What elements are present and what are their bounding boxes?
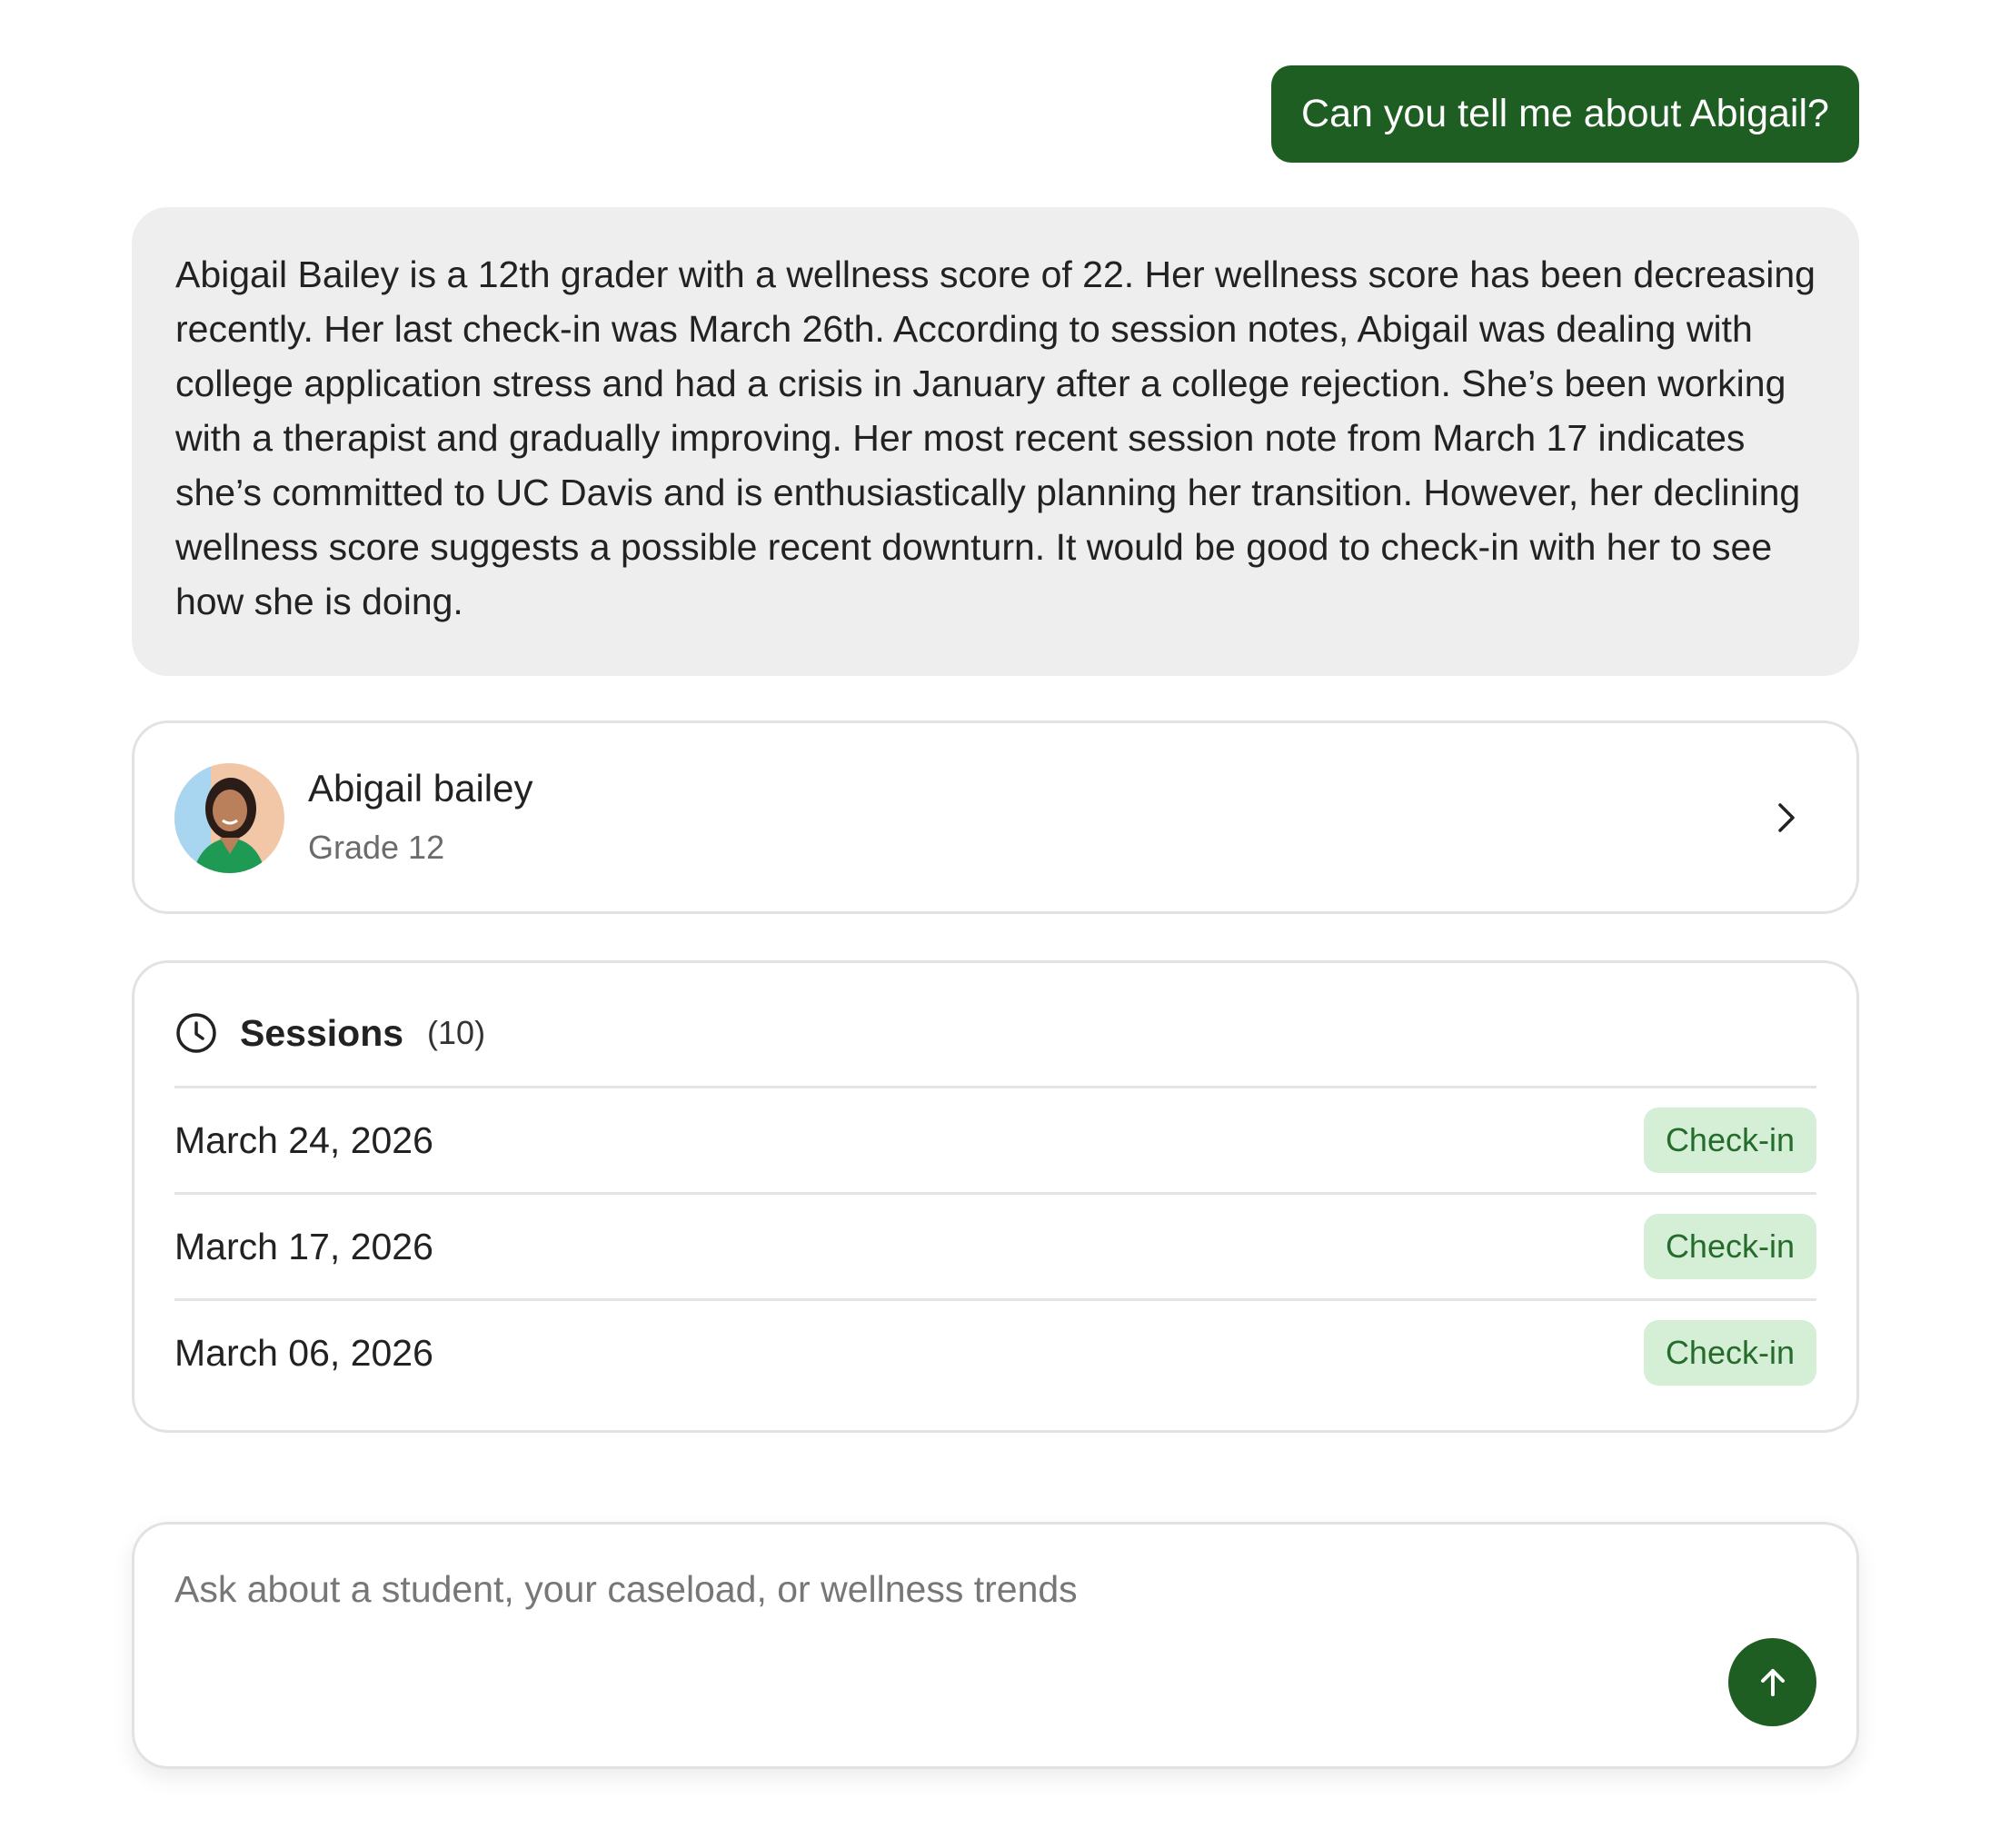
sessions-header [174,1010,485,1056]
arrow-up-icon [1753,1663,1793,1703]
assistant-message-bubble [132,207,1859,676]
chat-composer [132,1522,1859,1769]
chat-input[interactable] [174,1557,1628,1621]
sessions-count: (10) [427,1014,486,1051]
chevron-right-icon[interactable] [1767,800,1804,836]
session-type-badge: Check-in [1644,1108,1816,1173]
sessions-card [132,960,1859,1433]
session-type-badge: Check-in [1644,1214,1816,1279]
user-message-text: Can you tell me about Abigail? [1301,92,1829,135]
sessions-title: Sessions [240,1011,404,1054]
session-date: March 24, 2026 [174,1118,433,1161]
session-date: March 17, 2026 [174,1225,433,1267]
assistant-message-text: Abigail Bailey is a 12th grader with a wellness score of 22. Her wellness score has been decreasing recently. Her last check-in was March 26th. According to session notes, Abigail was dealing with college application stress and had a crisis in January after a college rejection. She’s been working with a therapist and gradually improving. Her most recent session note from March 17 indicates she’s committed to UC Davis and is enthusiastically planning her transition. However, her declining wellness score suggests a possible recent downturn. It would be good to check-in with her to see how she is doing. [175,253,1816,622]
session-row[interactable] [174,1192,1816,1298]
student-name: Abigail bailey [308,767,533,810]
session-row[interactable] [174,1298,1816,1405]
avatar [174,763,284,873]
student-card[interactable] [132,720,1859,914]
session-date: March 06, 2026 [174,1331,433,1374]
send-button[interactable] [1728,1638,1816,1726]
student-grade: Grade 12 [308,829,445,866]
sessions-list [174,1086,1816,1405]
user-message-bubble [1271,65,1859,163]
session-type-badge: Check-in [1644,1320,1816,1386]
clock-icon [174,1011,218,1055]
session-row[interactable] [174,1086,1816,1192]
